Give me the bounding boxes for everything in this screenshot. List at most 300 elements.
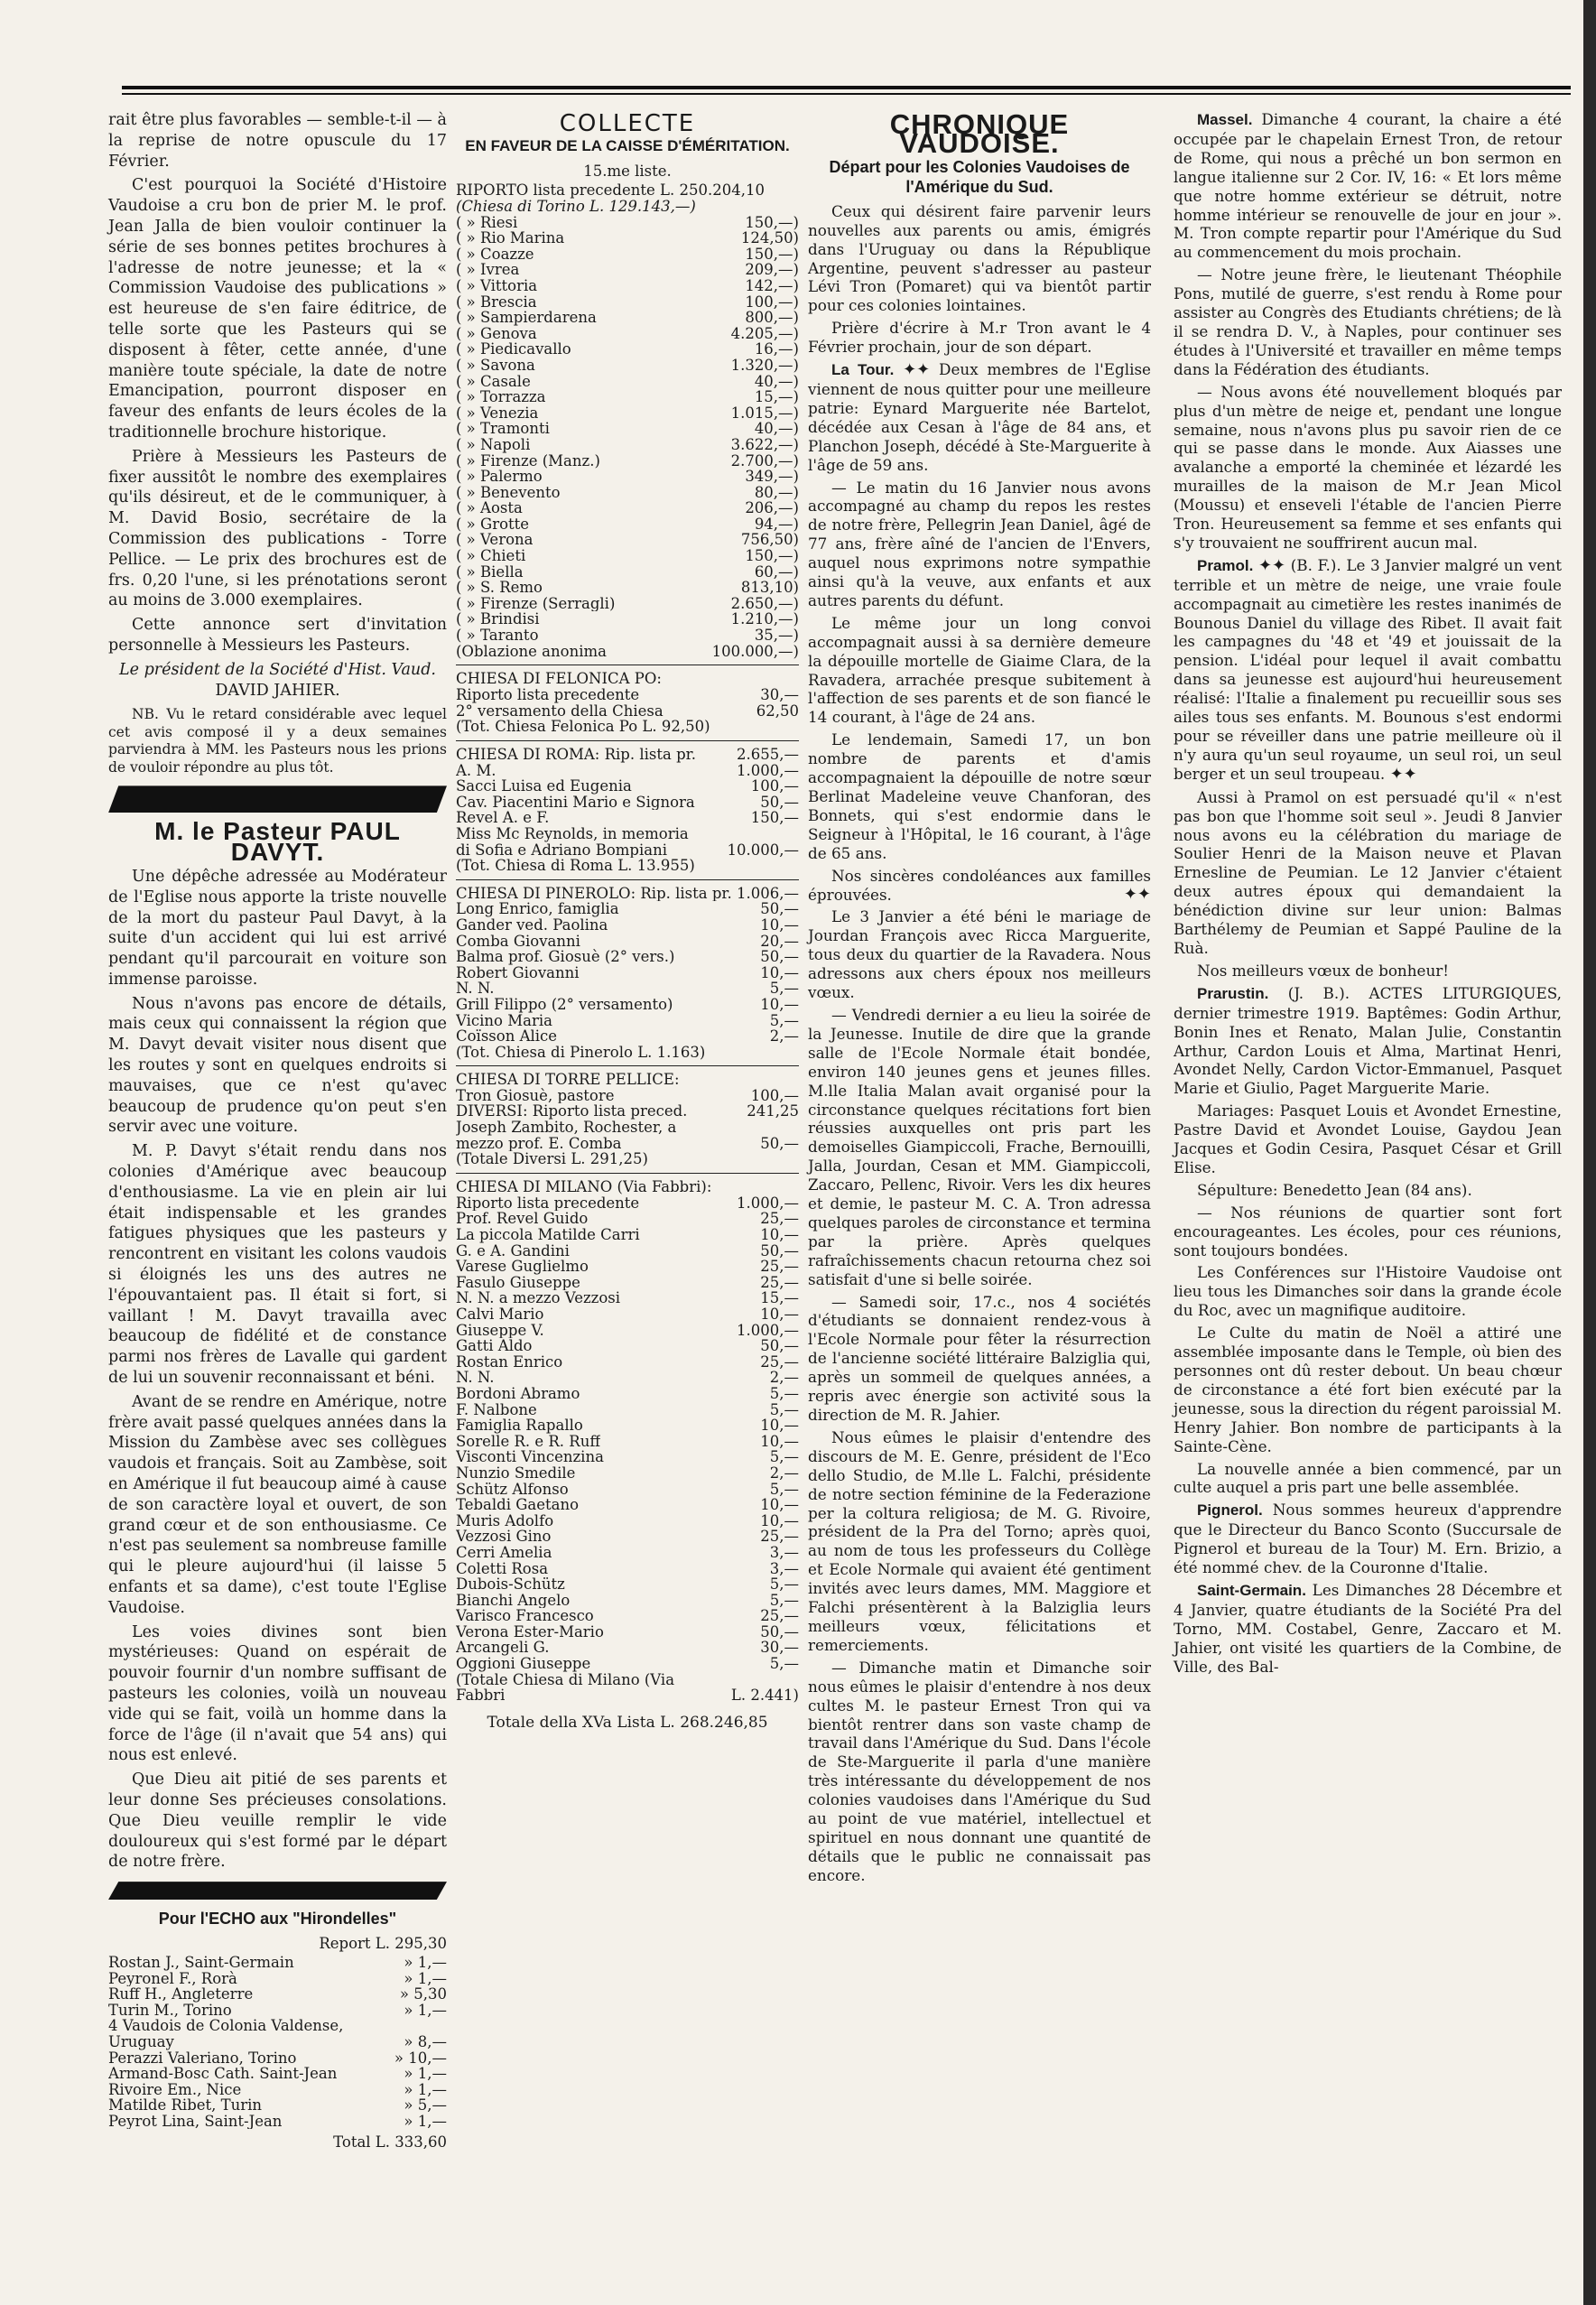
paragraph-text: (B. F.). Le 3 Janvier malgré un vent terrible et un mètre de neige, une vraie foule accompagnait au cimetière les restes inanimés de Bounous Daniel du village des Ribet. Il avait fait les campagnes du '48 et '49 et jouissait de la pension. L'idéal pour lequel il avait combattu dans sa jeunesse est aujourd'hui heureusement réalisé: l'Italie a finalement pu recueillir sous ses ailes tous ses enfants. M. Bounous s'est endormi pour se réveiller dans une patrie meilleure où il n'y aura qu'un seul royaume, un seul roi, un seul berger et un seul troupeau. [1174,555,1562,783]
row-label: ( » Piedicavallo [456,341,571,358]
row-amount: 2.700,—) [730,451,799,469]
row-label: (Totale Chiesa di Milano (Via [456,1671,675,1688]
row-label: CHIESA DI ROMA: Rip. lista pr. [456,747,696,763]
list-row [456,1088,799,1104]
paragraph: Cette annonce sert d'invitation personnelle à Messieurs les Pasteurs. [108,616,447,655]
milano-list [456,1195,799,1704]
row-label: ( » Ivrea [456,262,520,278]
list-row [456,826,799,842]
paragraph: Aussi à Pramol on est persuadé qu'il « n'est pas bon que l'homme soit seul ». Jeudi 8 Janvier nous avons eu la célébration du mariage de Soulier Henri de la Maison neuve et Plavan Ernesline de Peumian. Le 12 Janvier c'étaient deux autres époux qui demandaient la bénédiction divine sur leur union: Balmas Barthélemy de Peumian et Sappé Pauline de la Ruà. [1174,787,1562,957]
list-row [456,1529,799,1545]
row-amount [795,826,799,842]
list-row [456,485,799,501]
row-label: ( » Grotte [456,516,530,533]
row-amount: 40,—) [754,420,799,438]
paragraph: — Nous avons été nouvellement bloqués par plus d'un mètre de neige et, pendant une longue semaine, nous n'avons plus pu savoir rien de ce qui se passe dans le monde. Aux Aiasses une avalanche a emporté la cheminée et lézardé les murailles de la maison de M.r Jean Micol (Moussu) et enseveli l'étable de l'ancien Pierre Tron. Heureusement sa femme et ses enfants qui s'y trouvaient ne souffrirent aucun mal. [1174,382,1562,552]
paragraph: Avant de se rendre en Amérique, notre frère avait passé quelques années dans la Mission du Zambèse avec ses collègues vaudois et français. Soit au Zambèse, soit en Amérique il fut beaucoup aimé à cause de son caractère loyal et ouvert, de son grand cœur et de son enthousiasme. Ce n'est pas seulement sa nombreuse famille qui le pleure aujourd'hui (il laisse 5 enfants et sa dame), c'est toute l'Eglise Vaudoise. [108,1392,447,1617]
list-row [456,262,799,278]
row-label: Schütz Alfonso [456,1481,569,1498]
row-amount: » 5,30 [399,1985,447,2003]
row-label: mezzo prof. E. Comba [456,1135,622,1152]
list-row [456,1103,799,1120]
list-row [108,2082,447,2098]
list-row [456,1013,799,1029]
paragraph: La nouvelle année a bien commencé, par un culte auquel a pris part une belle assemblée. [1174,1459,1562,1497]
row-amount: 5,— [769,1575,799,1594]
row-amount: 3,— [769,1559,799,1577]
paragraph [1174,1501,1562,1577]
signature-name: DAVID JAHIER. [215,681,340,700]
list-row [456,1072,799,1088]
row-label: Riporto lista precedente [456,687,640,703]
list-row [456,747,799,763]
row-amount: » 1,— [404,1953,447,1971]
paragraph: Mariages: Pasquet Louis et Avondet Ernestine, Pastre David et Avondet Louise, Gaydou Jean Jacques et Godin Cesira, Pasquet César et Grill Elise. [1174,1101,1562,1176]
row-amount: 50,— [760,1134,799,1152]
list-row [456,703,799,720]
row-label: Gander ved. Paolina [456,916,608,934]
row-label: CHIESA DI PINEROLO: Rip. lista pr. [456,885,732,902]
echo-list [108,1955,447,2130]
list-row [456,405,799,422]
row-amount: 100.000,—) [711,642,799,660]
row-amount: 349,—) [745,468,799,486]
row-amount: 150,—) [745,213,799,231]
row-label: Dubois-Schütz [456,1576,565,1593]
list-row [456,1672,799,1688]
torino-list [456,215,799,660]
header-rule [122,86,1571,95]
list-row [456,1687,799,1704]
list-row [456,965,799,981]
row-label: ( » Firenze (Manz.) [456,452,600,469]
paragraph [1174,556,1562,785]
row-amount: L. 2.441) [730,1687,799,1705]
list-row [456,437,799,453]
row-label: Fabbri [456,1687,506,1704]
row-amount: 35,—) [754,627,799,645]
row-amount: 62,50 [756,702,799,720]
list-row [456,934,799,950]
row-label: CHIESA DI TORRE PELLICE: [456,1072,680,1088]
list-row [456,1656,799,1672]
row-label: DIVERSI: Riporto lista preced. [456,1103,688,1120]
row-label: Bianchi Angelo [456,1592,571,1609]
paragraph: Nous n'avons pas encore de détails, mais ceux qui connaissent la région que M. Davyt devait visiter nous disent que les routes y sont en quelques endroits si mauvaises, que ce n'est qu'avec beaucoup de prudence qu'on peut s'en servir avec une voiture. [108,994,447,1137]
paragraph: Ceux qui désirent faire parvenir leurs nouvelles aux parents ou amis, émigrés dans l'Uruguay ou dans la République Argentine, peuvent s'adresser au pasteur Lévi Tron (Pomaret) qui va bientôt partir pour ces colonies lointaines. [808,201,1151,315]
row-amount: 1.000,— [737,1194,799,1212]
list-row [456,901,799,917]
row-amount: 1.210,—) [730,610,799,628]
list-row [456,858,799,874]
row-label: Peyronel F., Rorà [108,1970,237,1987]
row-amount: 20,— [760,932,799,950]
row-amount: 15,— [760,1289,799,1307]
row-amount: 10,— [760,1432,799,1450]
list-row [456,997,799,1013]
list-row [456,1561,799,1577]
list-row [456,687,799,703]
row-amount: 10.000,— [727,841,799,859]
paragraph: — Notre jeune frère, le lieutenant Théophile Pons, mutilé de guerre, s'est rendu à Rome pour assister au Congrès des Etudiants chrétiens; de là il se rendra D. V., à Naples, pour continuer ses études à l'Université et travailler en même temps dans la Fédération des étudiants. [1174,265,1562,378]
row-label: Rostan Enrico [456,1353,563,1371]
list-row [456,294,799,311]
echo-total: Total L. 333,60 [333,2133,447,2152]
list-row [456,596,799,612]
row-amount: 100,— [750,1086,799,1104]
row-label: Calvi Mario [456,1306,544,1323]
echo-report: Report L. 295,30 [319,1935,447,1953]
divider [456,879,799,880]
list-row [456,1386,799,1402]
row-label: Fasulo Giuseppe [456,1274,580,1291]
latour-heading: La Tour. [831,361,895,379]
row-amount [443,2018,447,2034]
list-row [456,1120,799,1136]
row-label: 2° versamento della Chiesa [456,702,663,720]
row-label: Bordoni Abramo [456,1385,580,1402]
list-row [456,1290,799,1306]
list-row [456,1465,799,1482]
paragraph: Les voies divines sont bien mystérieuses: Quand on espérait de pouvoir fournir d'un nombre suffisant de pasteurs les colonies, voilà un nouveau vide qui se fait, voilà un homme dans la force de l'âge (il n'avait que 54 ans) qui nous est enlevé. [108,1622,447,1765]
row-label: Vezzosi Gino [456,1529,552,1545]
row-amount: 5,— [769,1655,799,1673]
row-amount: 25,— [760,1273,799,1291]
row-amount: 4.205,—) [730,324,799,342]
row-amount: 25,— [760,1352,799,1371]
list-row [456,763,799,779]
paragraph: Le même jour un long convoi accompagnait aussi à sa dernière demeure la dépouille mortelle de Giaime Clara, de la Ravadera, arrachée presque subitement à l'affection de ses parents et de son fiancé le 14 courant, à l'âge de 24 ans. [808,613,1151,727]
row-label: ( » Napoli [456,436,531,453]
paragraph: M. P. Davyt s'était rendu dans nos colonies d'Amérique avec beaucoup d'enthousiasme. La vie en plein air lui était indispensable et les grandes fatigues physiques que les pasteurs y rencontrent en visitant les colons vaudois si éloignés les uns des autres ne l'épouvantaient pas. Il était si fort, si vaillant ! M. Davyt travailla avec beaucoup de fidélité et de constance parmi nos frères de Lavalle qui gardent de lui un souvenir reconnaissant et béni. [108,1142,447,1388]
row-label: ( » Benevento [456,484,561,501]
list-row [456,1136,799,1152]
row-label: (Tot. Chiesa Felonica Po L. 92,50) [456,719,710,735]
row-label: Prof. Revel Guido [456,1211,589,1228]
row-amount: 15,—) [754,388,799,406]
row-amount: 1.320,—) [730,356,799,374]
row-amount: 10,— [760,915,799,934]
row-amount: 5,— [769,1011,799,1029]
row-amount: 50,— [760,900,799,918]
row-amount: 10,— [760,1306,799,1323]
riporto-line: RIPORTO lista precedente L. 250.204,10 [456,181,765,199]
list-row [456,1608,799,1624]
list-row [456,1323,799,1339]
row-label: N. N. [456,1370,495,1386]
row-amount [795,858,799,874]
row-label: Revel A. e F. [456,810,550,826]
row-label: Muris Adolfo [456,1512,554,1529]
row-label: Balma prof. Giosuè (2° vers.) [456,949,675,965]
paragraph: Les Conférences sur l'Histoire Vaudoise ont lieu tous les Dimanches soir dans la grande école du Roc, avec un magnifique auditoire. [1174,1263,1562,1320]
list-row [456,1028,799,1045]
paragraph: Que Dieu ait pitié de ses parents et leur donne Ses précieuses consolations. Que Dieu veuille remplir le vide douloureux qui s'est formé par le départ de notre frère. [108,1771,447,1872]
list-row [456,1482,799,1498]
paragraph: Le Culte du matin de Noël a attiré une assemblée imposante dans le Temple, où bien des personnes ont dû rester debout. Un beau chœur de circonstance a été fort bien exécuté par la jeunesse, sous la direction du régent paroissial M. Henry Jahier. Bon nombre de participants à la Sainte-Cène. [1174,1324,1562,1455]
row-amount [795,1151,799,1167]
row-amount: 5,— [769,1480,799,1498]
row-label: La piccola Matilde Carri [456,1227,640,1243]
list-row [456,1195,799,1212]
row-label: ( » Savona [456,357,535,374]
paragraph: — Le matin du 16 Janvier nous avons accompagné au champ du repos les restes de notre frère, Pellegrin Jean Daniel, âgé de 77 ans, frère aîné de l'ancien de l'Envers, auquel nous exprimons notre sympathie ainsi qu'à la veuve, aux enfants et aux autres parents du défunt. [808,478,1151,609]
list-row [456,1593,799,1609]
row-label: Peyrot Lina, Saint-Jean [108,2113,283,2130]
collecte-subtitle: EN FAVEUR DE LA CAISSE D'ÉMÉRITATION. [465,136,790,154]
row-label: Riporto lista precedente [456,1194,640,1212]
column-2 [456,110,799,1733]
row-amount: 2,— [769,1464,799,1482]
row-label: Coïsson Alice [456,1028,558,1045]
row-label: Perazzi Valeriano, Torino [108,2049,297,2067]
row-amount [795,1672,799,1688]
list-row [456,778,799,795]
row-label: di Sofia e Adriano Bompiani [456,841,667,859]
row-amount: 1.006,— [737,884,799,902]
column-4 [1174,110,1562,1680]
row-amount: 30,— [760,1639,799,1657]
grand-total: Totale della XVa Lista L. 268.246,85 [487,1713,768,1732]
row-label: Nunzio Smedile [456,1464,576,1482]
row-label: Oggioni Giuseppe [456,1656,591,1672]
list-row [456,548,799,564]
row-amount: 25,— [760,1258,799,1276]
row-label: ( » Torrazza [456,389,546,405]
row-amount: » 1,— [404,2112,447,2130]
list-row [456,215,799,231]
list-row [456,1434,799,1450]
row-label: Rostan J., Saint-Germain [108,1954,294,1971]
row-label: ( » Firenze (Serragli) [456,595,616,612]
row-label: ( » Venezia [456,404,539,422]
roma-list [456,747,799,874]
list-row [456,795,799,811]
list-row [456,1275,799,1291]
row-label: N. N. a mezzo Vezzosi [456,1290,621,1306]
milano-title: CHIESA DI MILANO (Via Fabbri): [456,1177,712,1195]
list-row [456,1211,799,1227]
list-row [108,2050,447,2067]
row-amount: 30,— [760,686,799,704]
list-row [108,2066,447,2082]
row-amount: 150,—) [745,547,799,565]
row-amount: 40,—) [754,372,799,390]
row-label: F. Nalbone [456,1401,537,1418]
pramol-heading: Pramol. [1197,556,1254,574]
row-amount: 10,— [760,1496,799,1514]
row-amount: 16,—) [754,340,799,358]
paragraph: Prière à Messieurs les Pasteurs de fixer aussitôt le nombre des exemplaires qu'ils désireut, et de le communiquer, à M. David Bosio, secrétaire de la Commission des publications - Torre Pellice. — Le prix des brochures est de frs. 0,20 l'une, si les prénotations seront au moins de 3.000 exemplaires. [108,447,447,610]
row-amount: 10,— [760,1226,799,1244]
row-amount: 100,—) [745,293,799,311]
list-row [456,358,799,374]
row-amount: 241,25 [747,1102,799,1120]
list-row [456,1259,799,1275]
row-label: 4 Vaudois de Colonia Valdense, [108,2018,344,2034]
list-row [456,532,799,548]
row-amount: » 1,— [404,1969,447,1987]
chronique-title: CHRONIQUE VAUDOISE. [889,108,1070,159]
list-row [456,981,799,997]
row-label: Famiglia Rapallo [456,1417,583,1434]
list-row [456,627,799,644]
list-row [456,1151,799,1167]
row-amount: 150,— [750,809,799,827]
list-row [108,2018,447,2034]
row-label: Ruff H., Angleterre [108,1986,254,2003]
row-label: ( » Vittoria [456,277,538,294]
list-row [456,1624,799,1640]
list-row [456,580,799,596]
row-label: Comba Giovanni [456,933,580,950]
list-row [456,500,799,516]
paragraph: Nos meilleurs vœux de bonheur! [1197,961,1450,980]
signature-title: Le président de la Société d'Hist. Vaud. [119,660,436,679]
row-label: ( » Riesi [456,214,518,231]
column-1 [108,110,447,2153]
row-label: N. N. [456,981,495,997]
paragraph: — Dimanche matin et Dimanche soir nous eûmes le plaisir d'entendre à nos deux cultes M. le pasteur Ernest Tron qui va bientôt rentrer dans son vaste champ de travail dans l'Amérique du Sud. Dans l'école de Ste-Marguerite il parla d'une manière très intéressante du développement de nos colonies vaudoises dans l'Amérique du Sud au point de vue matériel, intellectuel et spirituel en nous donnant une quantité de détails que le public ne connaissait pas encore. [808,1658,1151,1884]
paragraph-text: Les Dimanches 28 Décembre et 4 Janvier, quatre étudiants de la Société Pra del Torno, MM. Costabel, Genre, Zaccaro et M. Jahier, ont visité les quartiers de la Combine, de Ville, des Bal- [1174,1580,1562,1676]
list-row [456,1545,799,1561]
row-amount: » 8,— [404,2032,447,2050]
paragraph-text: Nous sommes heureux d'apprendre que le Directeur du Banco Sconto (Succursale de Pignerol et bureau de la Tour) M. Ern. Brizio, a été nommé chev. de la Couronne d'Italie. [1174,1501,1562,1577]
paragraph [1174,984,1562,1098]
row-amount: 150,—) [745,245,799,263]
row-amount: 1.000,— [737,1321,799,1339]
massel-heading: Massel. [1197,111,1253,128]
list-row [456,1497,799,1513]
list-row [456,469,799,485]
row-label: Miss Mc Reynolds, in memoria [456,825,689,842]
row-amount: 50,— [760,948,799,966]
row-label: Long Enrico, famiglia [456,901,619,917]
paragraph: — Samedi soir, 17.c., nos 4 sociétés d'étudiants se donnaient rendez-vous à l'Ecole Normale pour fêter la résurrection de l'ancienne société littéraire Balziglia qui, après un sommeil de quelques années, a repris avec énergie son activité sous la direction de M. R. Jahier. [808,1292,1151,1424]
ornament-icon: ✦✦ [903,360,931,380]
paragraph: — Nos réunions de quartier sont fort encourageantes. Les écoles, pour ces réunions, sont toujours bondées. [1174,1203,1562,1259]
paragraph: Le 3 Janvier a été béni le mariage de Jourdan François avec Ricca Marguerite, tous deux du quartier de la Ravadera. Nous adressons aux chers époux nos meilleurs vœux. [808,907,1151,1002]
row-amount: 756,50) [740,531,799,549]
list-row [456,1417,799,1434]
list-row [456,611,799,627]
paragraph [1174,110,1562,262]
row-label: Tebaldi Gaetano [456,1497,580,1513]
row-amount: 10,— [760,1417,799,1435]
row-amount: 60,—) [754,562,799,581]
row-label: ( » Sampierdarena [456,310,597,326]
row-amount: 5,— [769,980,799,998]
list-row [108,1955,447,1971]
row-label: Arcangeli G. [456,1640,550,1657]
row-amount: 5,— [769,1448,799,1466]
row-label: Visconti Vincenzina [456,1449,604,1465]
row-label: ( » Tramonti [456,421,550,437]
echo-headline: Pour l'ECHO aux "Hirondelles" [158,1910,397,1929]
row-amount: 206,—) [745,499,799,517]
row-label: ( » Verona [456,532,534,549]
list-row [456,389,799,405]
row-label: Sorelle R. e R. Ruff [456,1433,601,1450]
list-row [456,1640,799,1656]
list-row [456,326,799,342]
row-label: Robert Giovanni [456,964,580,981]
row-label: Turin M., Torino [108,2002,232,2019]
pinerolo-list [456,886,799,1061]
liste-number: 15.me liste. [583,162,672,180]
row-label: Matilde Ribet, Turin [108,2097,263,2114]
row-label: ( » Brindisi [456,611,540,628]
paragraph: Prière d'écrire à M.r Tron avant le 4 Février prochain, jour de son départ. [808,319,1151,357]
list-row [456,917,799,934]
row-amount: 1.000,— [737,761,799,779]
list-row [456,949,799,965]
row-amount: » 1,— [404,2001,447,2019]
ornament-icon: ✦✦ [1389,764,1417,784]
row-amount: » 10,— [394,2049,447,2067]
row-label: ( » Casale [456,373,531,390]
row-amount: 2.650,—) [730,594,799,612]
row-amount: 142,—) [745,276,799,294]
row-amount: 2,— [769,1027,799,1046]
row-amount: 2,— [769,1369,799,1387]
list-row [456,1227,799,1243]
row-label: ( » S. Remo [456,580,543,596]
list-row [456,1338,799,1354]
paragraph [808,867,1151,905]
list-row [456,278,799,294]
list-row [456,719,799,735]
list-row [456,1306,799,1323]
list-row [456,1576,799,1593]
davyt-headline: M. le Pasteur PAUL DAVYT. [154,817,401,867]
row-amount: 1.015,—) [730,404,799,422]
row-amount [795,1120,799,1136]
row-amount: 5,— [769,1400,799,1418]
row-label: Armand-Bosc Cath. Saint-Jean [108,2066,338,2082]
paragraph: C'est pourquoi la Société d'Histoire Vaudoise a cru bon de prier M. le prof. Jean Jalla de bien vouloir continuer la série de ses bonnes petites brochures à l'adresse de notre jeunesse; et la « Commission Vaudoise des publications » est heureuse de s'en faire éditrice, de telle sorte que les Pasteurs qui se disposent à fêter, cette année, d'une manière toute spéciale, la date de notre Emancipation, pourront disposer en faveur des enfants de leurs écoles de la traditionnelle brochure historique. [108,176,447,441]
row-label: ( » Brescia [456,293,537,311]
list-row [456,1045,799,1061]
list-row [456,374,799,390]
list-row [456,886,799,902]
list-row [108,2097,447,2114]
row-amount: 2.655,— [737,746,799,763]
row-label: Cerri Amelia [456,1544,552,1561]
row-amount [795,1045,799,1061]
row-amount: » 1,— [404,2080,447,2098]
prarustin-heading: Prarustin. [1197,984,1269,1002]
list-row [456,1370,799,1386]
row-amount [795,1072,799,1088]
row-amount: 25,— [760,1528,799,1546]
list-row [456,341,799,358]
paragraph [1174,1581,1562,1677]
list-row [456,453,799,469]
row-label: ( » Aosta [456,500,523,516]
paragraph: rait être plus favorables — semble-t-il — à la reprise de notre opuscule du 17 Février. [108,111,447,171]
row-label: Sacci Luisa ed Eugenia [456,778,632,795]
list-row [108,2114,447,2130]
row-label: (Totale Diversi L. 291,25) [456,1151,648,1167]
row-amount: 5,— [769,1384,799,1402]
list-row [456,1449,799,1465]
row-amount: » 5,— [404,2096,447,2114]
row-label: G. e A. Gandini [456,1242,570,1259]
row-label: Verona Ester-Mario [456,1623,604,1640]
ornament-icon: ✦✦ [1257,555,1286,575]
list-row [456,1513,799,1529]
